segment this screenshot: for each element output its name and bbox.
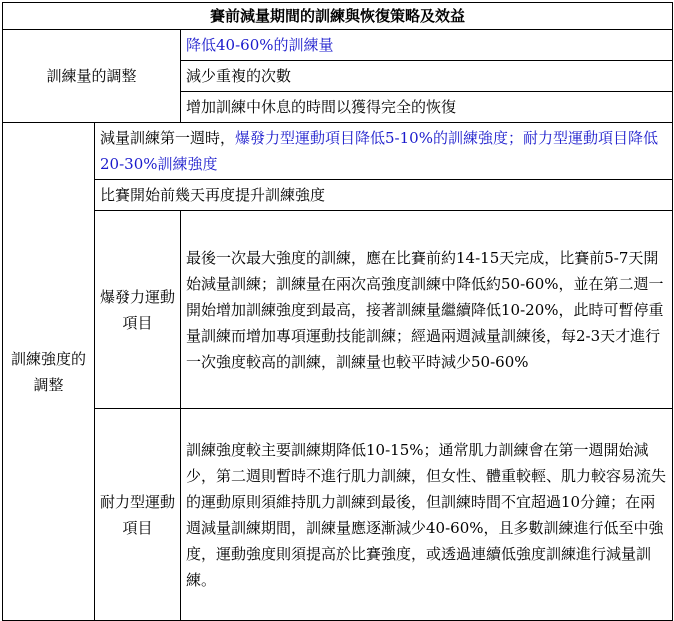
power-sport-label: 爆發力運動項目: [95, 211, 181, 409]
intensity-pre-race: 比賽開始前幾天再度提升訓練強度: [95, 180, 673, 211]
volume-label: 訓練量的調整: [3, 30, 181, 123]
tapering-strategy-table: [2, 2, 673, 621]
volume-item-2: 減少重複的次數: [181, 61, 673, 92]
endurance-sport-label: 耐力型運動項目: [95, 409, 181, 621]
volume-item-3: 增加訓練中休息的時間以獲得完全的恢復: [181, 92, 673, 123]
first-week-prefix: 減量訓練第一週時，: [100, 129, 236, 147]
first-week-reductions: 爆發力型運動項目降低5-10%的訓練強度；耐力型運動項目降低20-30%訓練強度: [100, 129, 658, 173]
power-sport-text: 最後一次最大強度的訓練，應在比賽前約14-15天完成，比賽前5-7天開始減量訓練；訓練量在兩次高強度訓練中降低約50-60%，並在第二週一開始增加訓練強度到最高，接著訓練量繼續降低10-20%，此時可暫停重量訓練而增加專項運動技能訓練；經過兩週減量訓練後，每2-3天才進行一次強度較高的訓練，訓練量也較平時減少50-60%: [181, 211, 673, 409]
volume-item-1: 降低40-60%的訓練量: [181, 30, 673, 61]
table-title: 賽前減量期間的訓練與恢復策略及效益: [3, 3, 673, 30]
intensity-first-week: [95, 123, 673, 180]
endurance-sport-text: 訓練強度較主要訓練期降低10-15%；通常肌力訓練會在第一週開始減少，第二週則暫時不進行肌力訓練，但女性、體重較輕、肌力較容易流失的運動原則須維持肌力訓練到最後，但訓練時間不宜超過10分鐘；在兩週減量訓練期間，訓練量應逐漸減少40-60%，且多數訓練進行低至中強度，運動強度則須提高於比賽強度，或透過連續低強度訓練進行減量訓練。: [181, 409, 673, 621]
intensity-label: 訓練強度的調整: [3, 123, 95, 621]
